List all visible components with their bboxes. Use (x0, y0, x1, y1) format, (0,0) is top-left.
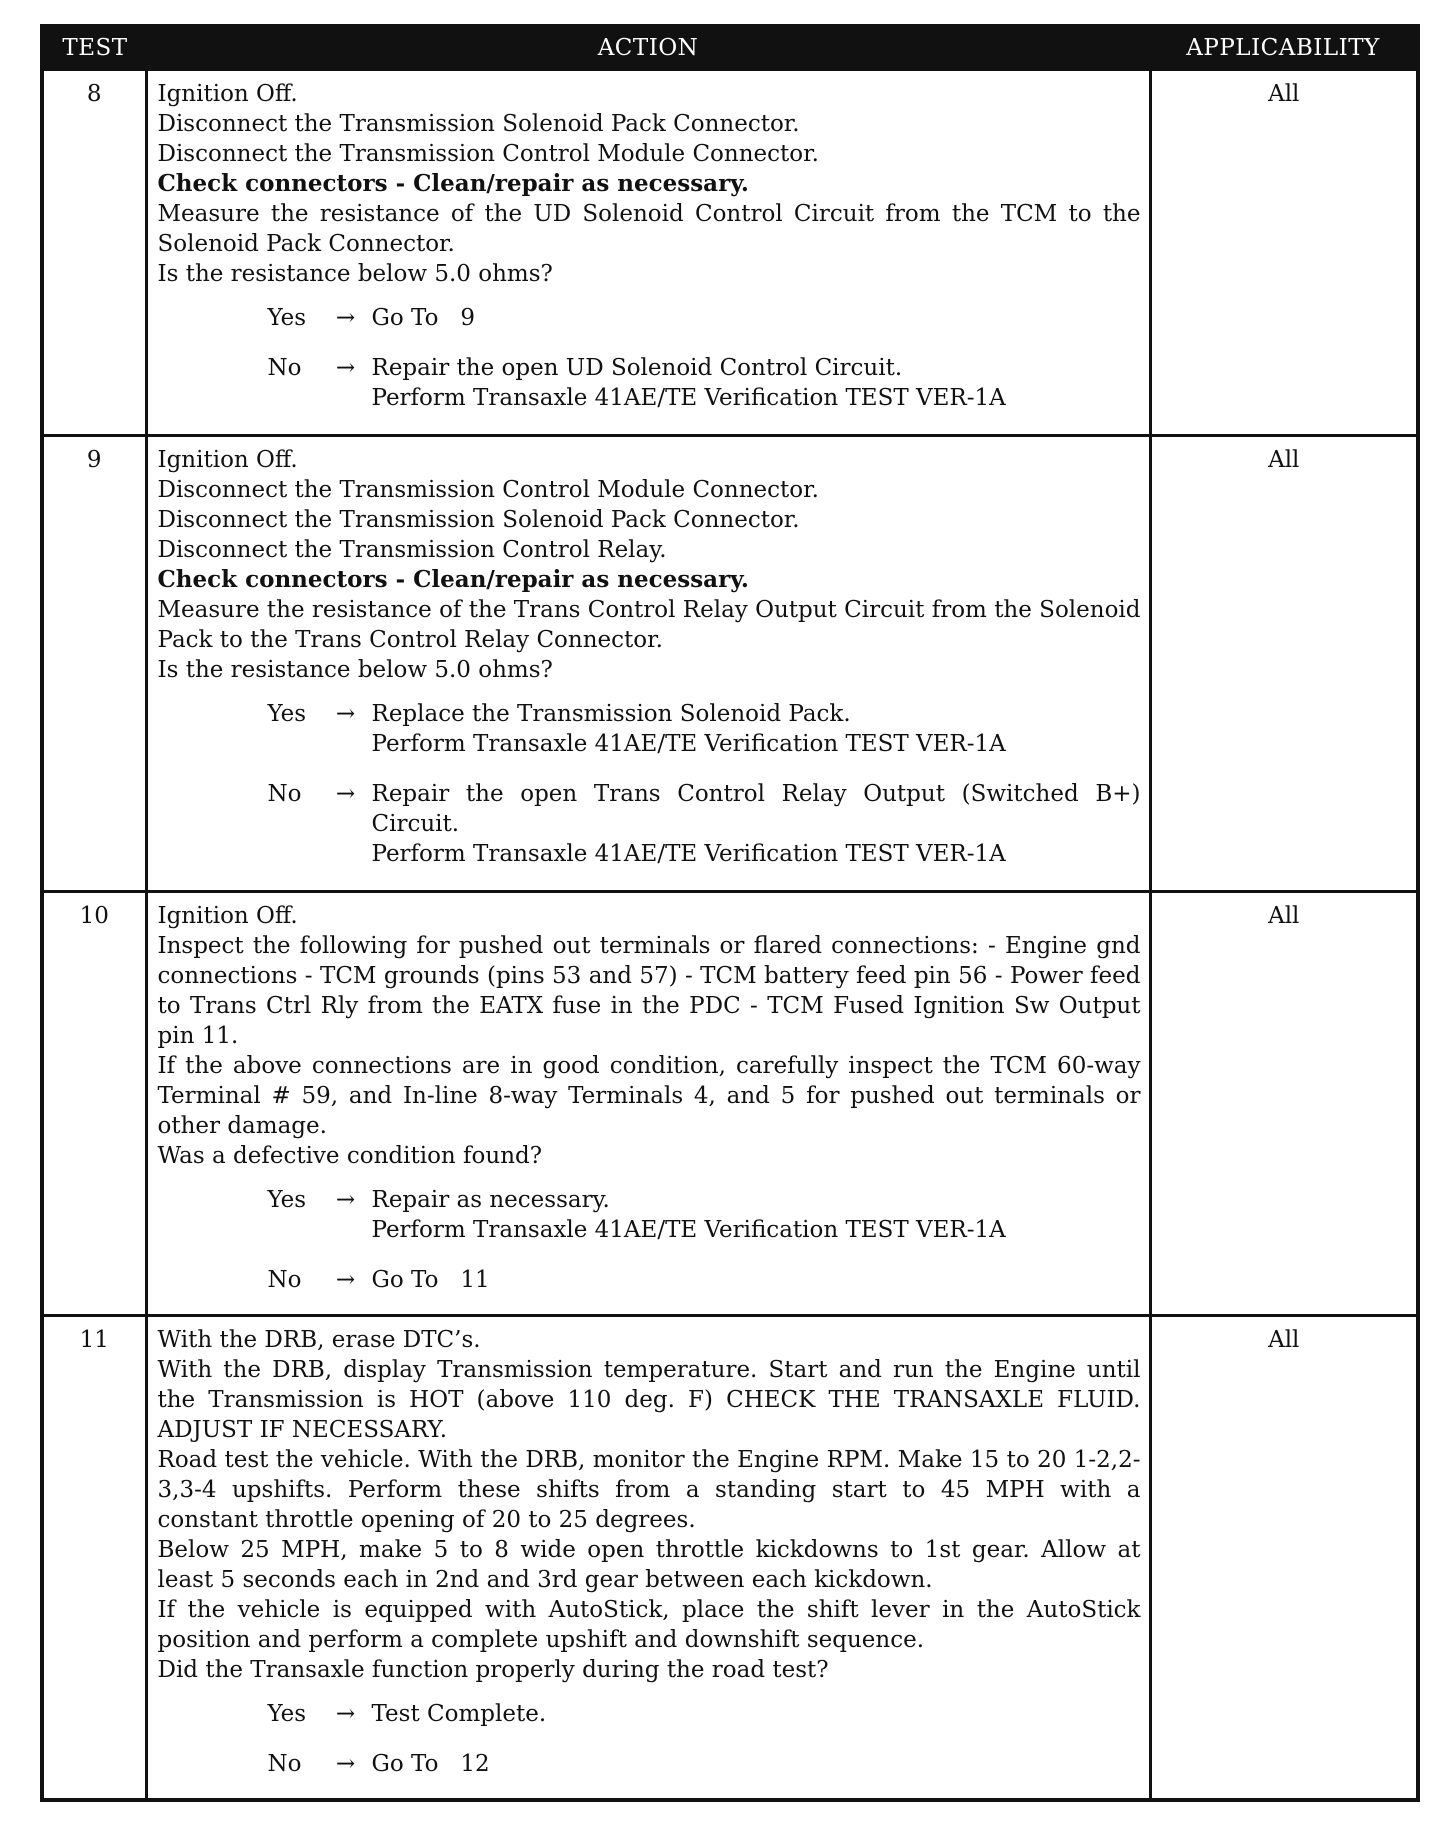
action-line: Is the resistance below 5.0 ohms? (157, 261, 553, 287)
right-arrow-icon: → (335, 781, 356, 807)
result-line: Perform Transaxle 41AE/TE Verification TEST VER-1A (371, 1217, 1006, 1243)
table-row (42, 436, 1418, 892)
result-line: Repair the open UD Solenoid Control Circuit. (371, 355, 903, 381)
result-text (372, 353, 1141, 413)
action-line-bold: Check connectors - Clean/repair as necessary. (157, 170, 749, 197)
right-arrow-icon: → (335, 1267, 356, 1293)
action-line: Disconnect the Transmission Control Module Connector. (157, 141, 819, 167)
action-line: Ignition Off. (157, 81, 298, 107)
header-test: TEST (42, 26, 146, 70)
result-line: Test Complete. (371, 1701, 547, 1727)
result-text (372, 1749, 1141, 1779)
result-options (158, 303, 1141, 413)
right-arrow-icon: → (335, 701, 356, 727)
no-label: No (267, 1267, 302, 1293)
result-line: Repair as necessary. (371, 1187, 610, 1213)
table-row (42, 1316, 1418, 1800)
action-line: With the DRB, display Transmission temperature. Start and run the Engine until the Transmission is HOT (above 110 deg. F) CHECK THE TRANSAXLE FLUID. ADJUST IF NECESSARY. (157, 1357, 1141, 1443)
test-number: 9 (42, 436, 146, 892)
right-arrow-icon: → (335, 1701, 356, 1727)
table-row (42, 892, 1418, 1316)
result-yes (268, 303, 1141, 333)
test-number: 8 (42, 70, 146, 436)
no-label: No (267, 355, 302, 381)
result-text (372, 303, 1141, 333)
result-line: Go To 9 (371, 305, 475, 331)
result-options (158, 1699, 1141, 1779)
result-line: Go To 11 (371, 1267, 490, 1293)
result-text (372, 779, 1141, 869)
action-line: With the DRB, erase DTC’s. (157, 1327, 481, 1353)
action-line-bold: Check connectors - Clean/repair as necessary. (157, 566, 749, 593)
action-line: Disconnect the Transmission Control Module Connector. (157, 477, 819, 503)
result-yes (268, 1185, 1141, 1245)
result-text (372, 1699, 1141, 1729)
action-line: Ignition Off. (157, 447, 298, 473)
action-line: If the vehicle is equipped with AutoStick, place the shift lever in the AutoStick position and perform a complete upshift and downshift sequence. (157, 1597, 1141, 1653)
yes-label: Yes (267, 1187, 307, 1213)
action-cell (146, 1316, 1150, 1800)
yes-label: Yes (267, 1701, 307, 1727)
result-text (372, 699, 1141, 759)
result-options (158, 1185, 1141, 1295)
table-header-row (42, 26, 1418, 70)
action-line: Ignition Off. (157, 903, 298, 929)
test-number: 11 (42, 1316, 146, 1800)
result-no (268, 1265, 1141, 1295)
applicability: All (1150, 436, 1418, 892)
header-action: ACTION (146, 26, 1150, 70)
result-line: Replace the Transmission Solenoid Pack. (371, 701, 851, 727)
action-cell (146, 892, 1150, 1316)
diagnostic-table (40, 24, 1420, 1802)
result-no (268, 779, 1141, 869)
result-text (372, 1265, 1141, 1295)
action-line: Did the Transaxle function properly during the road test? (157, 1657, 829, 1683)
right-arrow-icon: → (335, 1187, 356, 1213)
action-line: Measure the resistance of the UD Solenoid Control Circuit from the TCM to the Solenoid Pack Connector. (157, 201, 1141, 257)
applicability: All (1150, 1316, 1418, 1800)
action-line: Disconnect the Transmission Solenoid Pack Connector. (157, 111, 800, 137)
result-options (158, 699, 1141, 869)
test-number: 10 (42, 892, 146, 1316)
result-line: Repair the open Trans Control Relay Output (Switched B+) Circuit. (371, 781, 1141, 837)
result-line: Perform Transaxle 41AE/TE Verification TEST VER-1A (371, 385, 1006, 411)
action-line: Was a defective condition found? (157, 1143, 543, 1169)
right-arrow-icon: → (335, 355, 356, 381)
action-line: Disconnect the Transmission Solenoid Pack Connector. (157, 507, 800, 533)
result-no (268, 1749, 1141, 1779)
action-line: Inspect the following for pushed out terminals or flared connections: - Engine gnd connections - TCM grounds (pins 53 and 57) - TCM battery feed pin 56 - Power feed to Trans Ctrl Rly from the EATX fuse in the PDC - TCM Fused Ignition Sw Output pin 11. (157, 933, 1141, 1049)
action-cell (146, 70, 1150, 436)
action-line: If the above connections are in good condition, carefully inspect the TCM 60-way Terminal # 59, and In-line 8-way Terminals 4, and 5 for pushed out terminals or other damage. (157, 1053, 1141, 1139)
no-label: No (267, 1751, 302, 1777)
applicability: All (1150, 892, 1418, 1316)
right-arrow-icon: → (335, 305, 356, 331)
yes-label: Yes (267, 701, 307, 727)
yes-label: Yes (267, 305, 307, 331)
header-applicability: APPLICABILITY (1150, 26, 1418, 70)
action-line: Road test the vehicle. With the DRB, monitor the Engine RPM. Make 15 to 20 1-2,2-3,3-4 upshifts. Perform these shifts from a standing start to 45 MPH with a constant throttle opening of 20 to 25 degrees. (157, 1447, 1141, 1533)
action-line: Is the resistance below 5.0 ohms? (157, 657, 553, 683)
action-line: Below 25 MPH, make 5 to 8 wide open throttle kickdowns to 1st gear. Allow at least 5 seconds each in 2nd and 3rd gear between each kickdown. (157, 1537, 1141, 1593)
result-line: Go To 12 (371, 1751, 490, 1777)
diagnostic-sheet (40, 24, 1416, 1802)
result-line: Perform Transaxle 41AE/TE Verification TEST VER-1A (371, 731, 1006, 757)
result-no (268, 353, 1141, 413)
applicability: All (1150, 70, 1418, 436)
result-yes (268, 1699, 1141, 1729)
result-text (372, 1185, 1141, 1245)
no-label: No (267, 781, 302, 807)
result-yes (268, 699, 1141, 759)
action-cell (146, 436, 1150, 892)
right-arrow-icon: → (335, 1751, 356, 1777)
action-line: Disconnect the Transmission Control Relay. (157, 537, 667, 563)
result-line: Perform Transaxle 41AE/TE Verification TEST VER-1A (371, 841, 1006, 867)
table-row (42, 70, 1418, 436)
action-line: Measure the resistance of the Trans Control Relay Output Circuit from the Solenoid Pack to the Trans Control Relay Connector. (157, 597, 1141, 653)
